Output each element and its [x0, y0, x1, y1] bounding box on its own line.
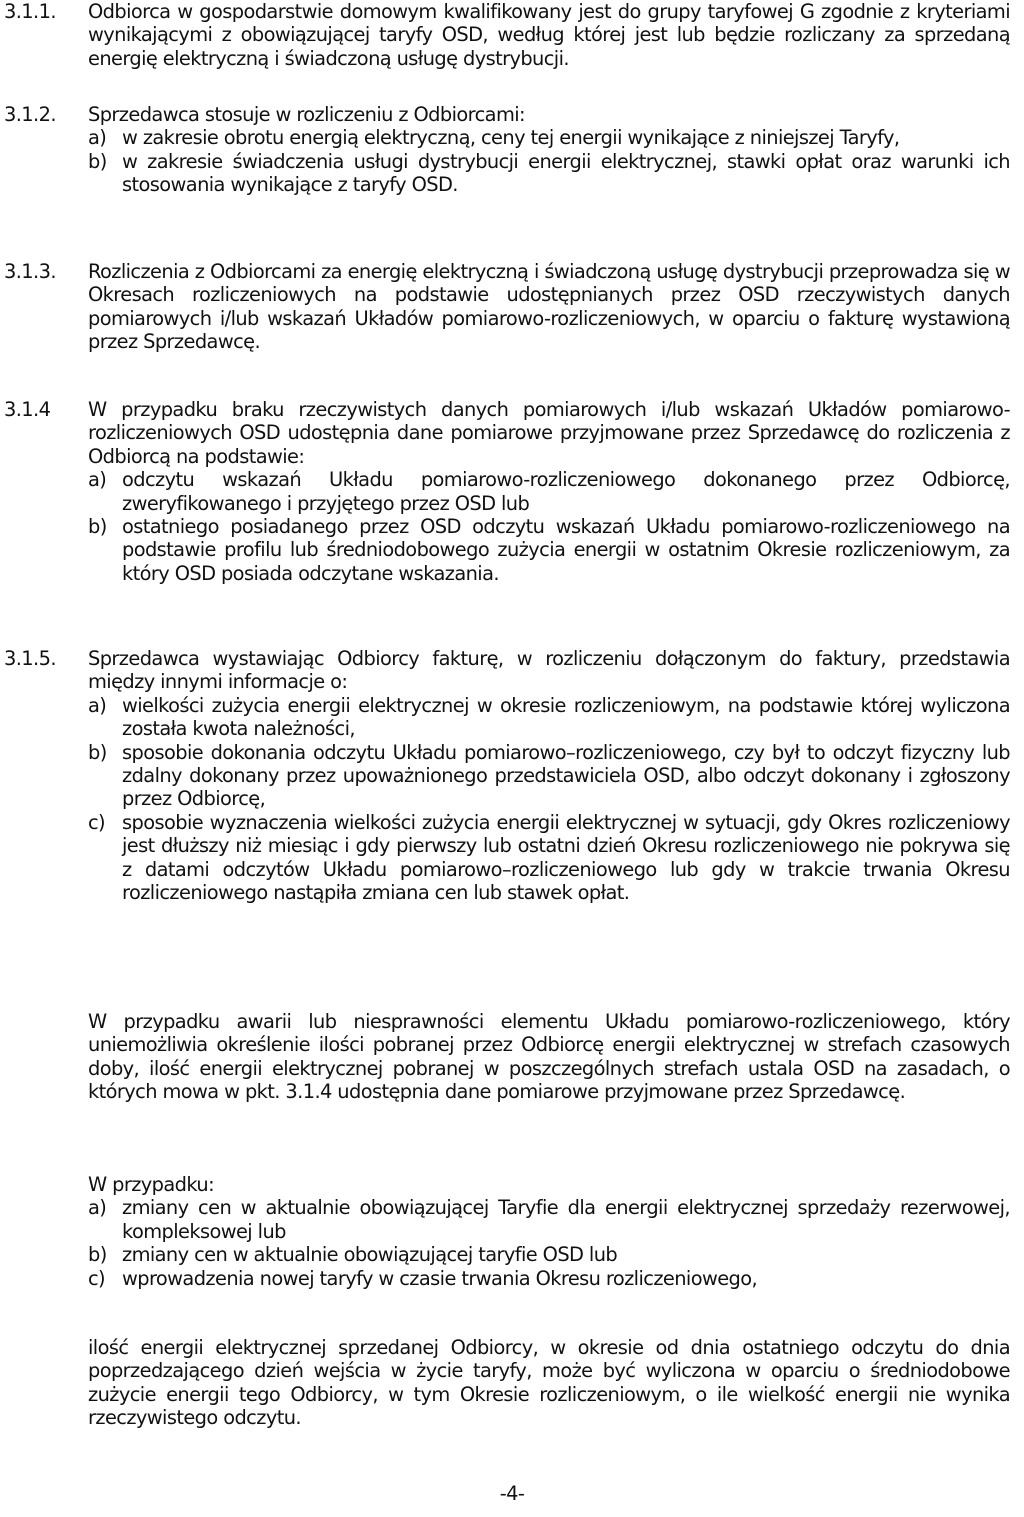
- list-item: [88, 150, 1010, 197]
- item-letter: a): [88, 126, 107, 150]
- item-text: wprowadzenia nowej taryfy w czasie trwania Okresu rozliczeniowego,: [122, 1266, 758, 1290]
- estimate-paragraph: ilość energii elektrycznej sprzedanej Odbiorcy, w okresie od dnia ostatniego odczytu do dnia poprzedzającego dzień wejścia w życie taryfy, może być wyliczona w oparciu o średniodobowe zużycie energii tego Odbiorcy, w tym Okresie rozliczeniowym, o ile wielkość energii nie wynika rzeczywistego odczytu.: [88, 1336, 1010, 1430]
- item-text: zmiany cen w aktualnie obowiązującej taryfie OSD lub: [122, 1243, 618, 1267]
- section-number: 3.1.4: [4, 398, 51, 421]
- section-intro: Sprzedawca stosuje w rozliczeniu z Odbiorcami:: [88, 103, 525, 126]
- change-block: [0, 1173, 1024, 1290]
- list-item: [88, 468, 1010, 515]
- item-text: sposobie dokonania odczytu Układu pomiarowo–rozliczeniowego, czy był to odczyt fizyczny lub zdalny dokonany przez upoważnionego przedstawiciela OSD, albo odczyt dokonany i zgłoszony przez Odbiorcę,: [122, 740, 1010, 811]
- section-number: 3.1.3.: [4, 260, 56, 283]
- list-item: [88, 1243, 1010, 1266]
- list-item: [88, 694, 1010, 741]
- section-3-1-2: [0, 103, 1024, 197]
- failure-paragraph: W przypadku awarii lub niesprawności elementu Układu pomiarowo-rozliczeniowego, który uniemożliwia określenie ilości pobranej przez Odbiorcę energii elektrycznej w strefach czasowych doby, ilość energii elektrycznej pobranej w poszczególnych strefach ustala OSD na zasadach, o których mowa w pkt. 3.1.4 udostępnia dane pomiarowe przyjmowane przez Sprzedawcę.: [88, 1010, 1010, 1104]
- item-text: w zakresie świadczenia usługi dystrybucji energii elektrycznej, stawki opłat oraz warunki ich stosowania wynikające z taryfy OSD.: [122, 149, 1010, 197]
- failure-paragraph-block: [0, 1010, 1024, 1104]
- item-letter: a): [88, 693, 107, 717]
- item-text: w zakresie obrotu energią elektryczną, ceny tej energii wynikające z niniejszej Taryfy,: [122, 126, 900, 150]
- section-intro: W przypadku braku rzeczywistych danych pomiarowych i/lub wskazań Układów pomiarowo-rozliczeniowych OSD udostępnia dane pomiarowe przyjmowane przez Sprzedawcę do rozliczenia z Odbiorcą na podstawie:: [88, 398, 1010, 468]
- section-text: Odbiorca w gospodarstwie domowym kwalifikowany jest do grupy taryfowej G zgodnie z kryteriami wynikającymi z obowiązującej taryfy OSD, według której jest lub będzie rozliczany za sprzedaną energię elektryczną i świadczoną usługę dystrybucji.: [88, 0, 1010, 70]
- change-intro: W przypadku:: [88, 1173, 215, 1196]
- section-intro: Sprzedawca wystawiając Odbiorcy fakturę, w rozliczeniu dołączonym do faktury, przedstawia między innymi informacje o:: [88, 647, 1010, 694]
- item-text: zmiany cen w aktualnie obowiązującej Taryfie dla energii elektrycznej sprzedaży rezerwowej, kompleksowej lub: [122, 1196, 1010, 1243]
- estimate-paragraph-block: [0, 1336, 1024, 1430]
- item-letter: a): [88, 468, 107, 492]
- section-3-1-4: [0, 398, 1024, 585]
- section-3-1-3: [0, 260, 1024, 354]
- item-text: odczytu wskazań Układu pomiarowo-rozliczeniowego dokonanego przez Odbiorcę, zweryfikowanego i przyjętego przez OSD lub: [122, 468, 1010, 515]
- item-letter: b): [88, 149, 107, 173]
- item-text: ostatniego posiadanego przez OSD odczytu wskazań Układu pomiarowo-rozliczeniowego na podstawie profilu lub średniodobowego zużycia energii w ostatnim Okresie rozliczeniowym, za który OSD posiada odczytane wskazania.: [122, 515, 1010, 585]
- item-letter: c): [88, 1266, 106, 1290]
- item-text: sposobie wyznaczenia wielkości zużycia energii elektrycznej w sytuacji, gdy Okres rozliczeniowy jest dłuższy niż miesiąc i gdy pierwszy lub ostatni dzień Okresu rozliczeniowego nie pokrywa się z datami odczytów Układu pomiarowo–rozliczeniowego lub gdy w trakcie trwania Okresu rozliczeniowego nastąpiła zmiana cen lub stawek opłat.: [122, 810, 1010, 905]
- list-item: [88, 515, 1010, 585]
- list-item: [88, 1267, 1010, 1290]
- list-item: [88, 1196, 1010, 1243]
- item-text: wielkości zużycia energii elektrycznej w okresie rozliczeniowym, na podstawie której wyliczona została kwota należności,: [122, 693, 1010, 741]
- item-letter: b): [88, 740, 107, 764]
- section-number: 3.1.5.: [4, 647, 56, 670]
- item-letter: a): [88, 1196, 107, 1220]
- section-3-1-1: [0, 0, 1024, 70]
- section-number: 3.1.1.: [4, 0, 56, 23]
- list-item: [88, 741, 1010, 811]
- list-item: [88, 811, 1010, 905]
- section-3-1-5: [0, 647, 1024, 904]
- list-item: [88, 126, 1010, 149]
- item-letter: b): [88, 515, 107, 539]
- section-text: Rozliczenia z Odbiorcami za energię elektryczną i świadczoną usługę dystrybucji przeprowadza się w Okresach rozliczeniowych na podstawie udostępnianych przez OSD rzeczywistych danych pomiarowych i/lub wskazań Układów pomiarowo-rozliczeniowych, w oparciu o fakturę wystawioną przez Sprzedawcę.: [88, 260, 1010, 354]
- page-number: -4-: [499, 1482, 525, 1505]
- item-letter: b): [88, 1243, 107, 1267]
- section-number: 3.1.2.: [4, 103, 56, 126]
- item-letter: c): [88, 810, 106, 834]
